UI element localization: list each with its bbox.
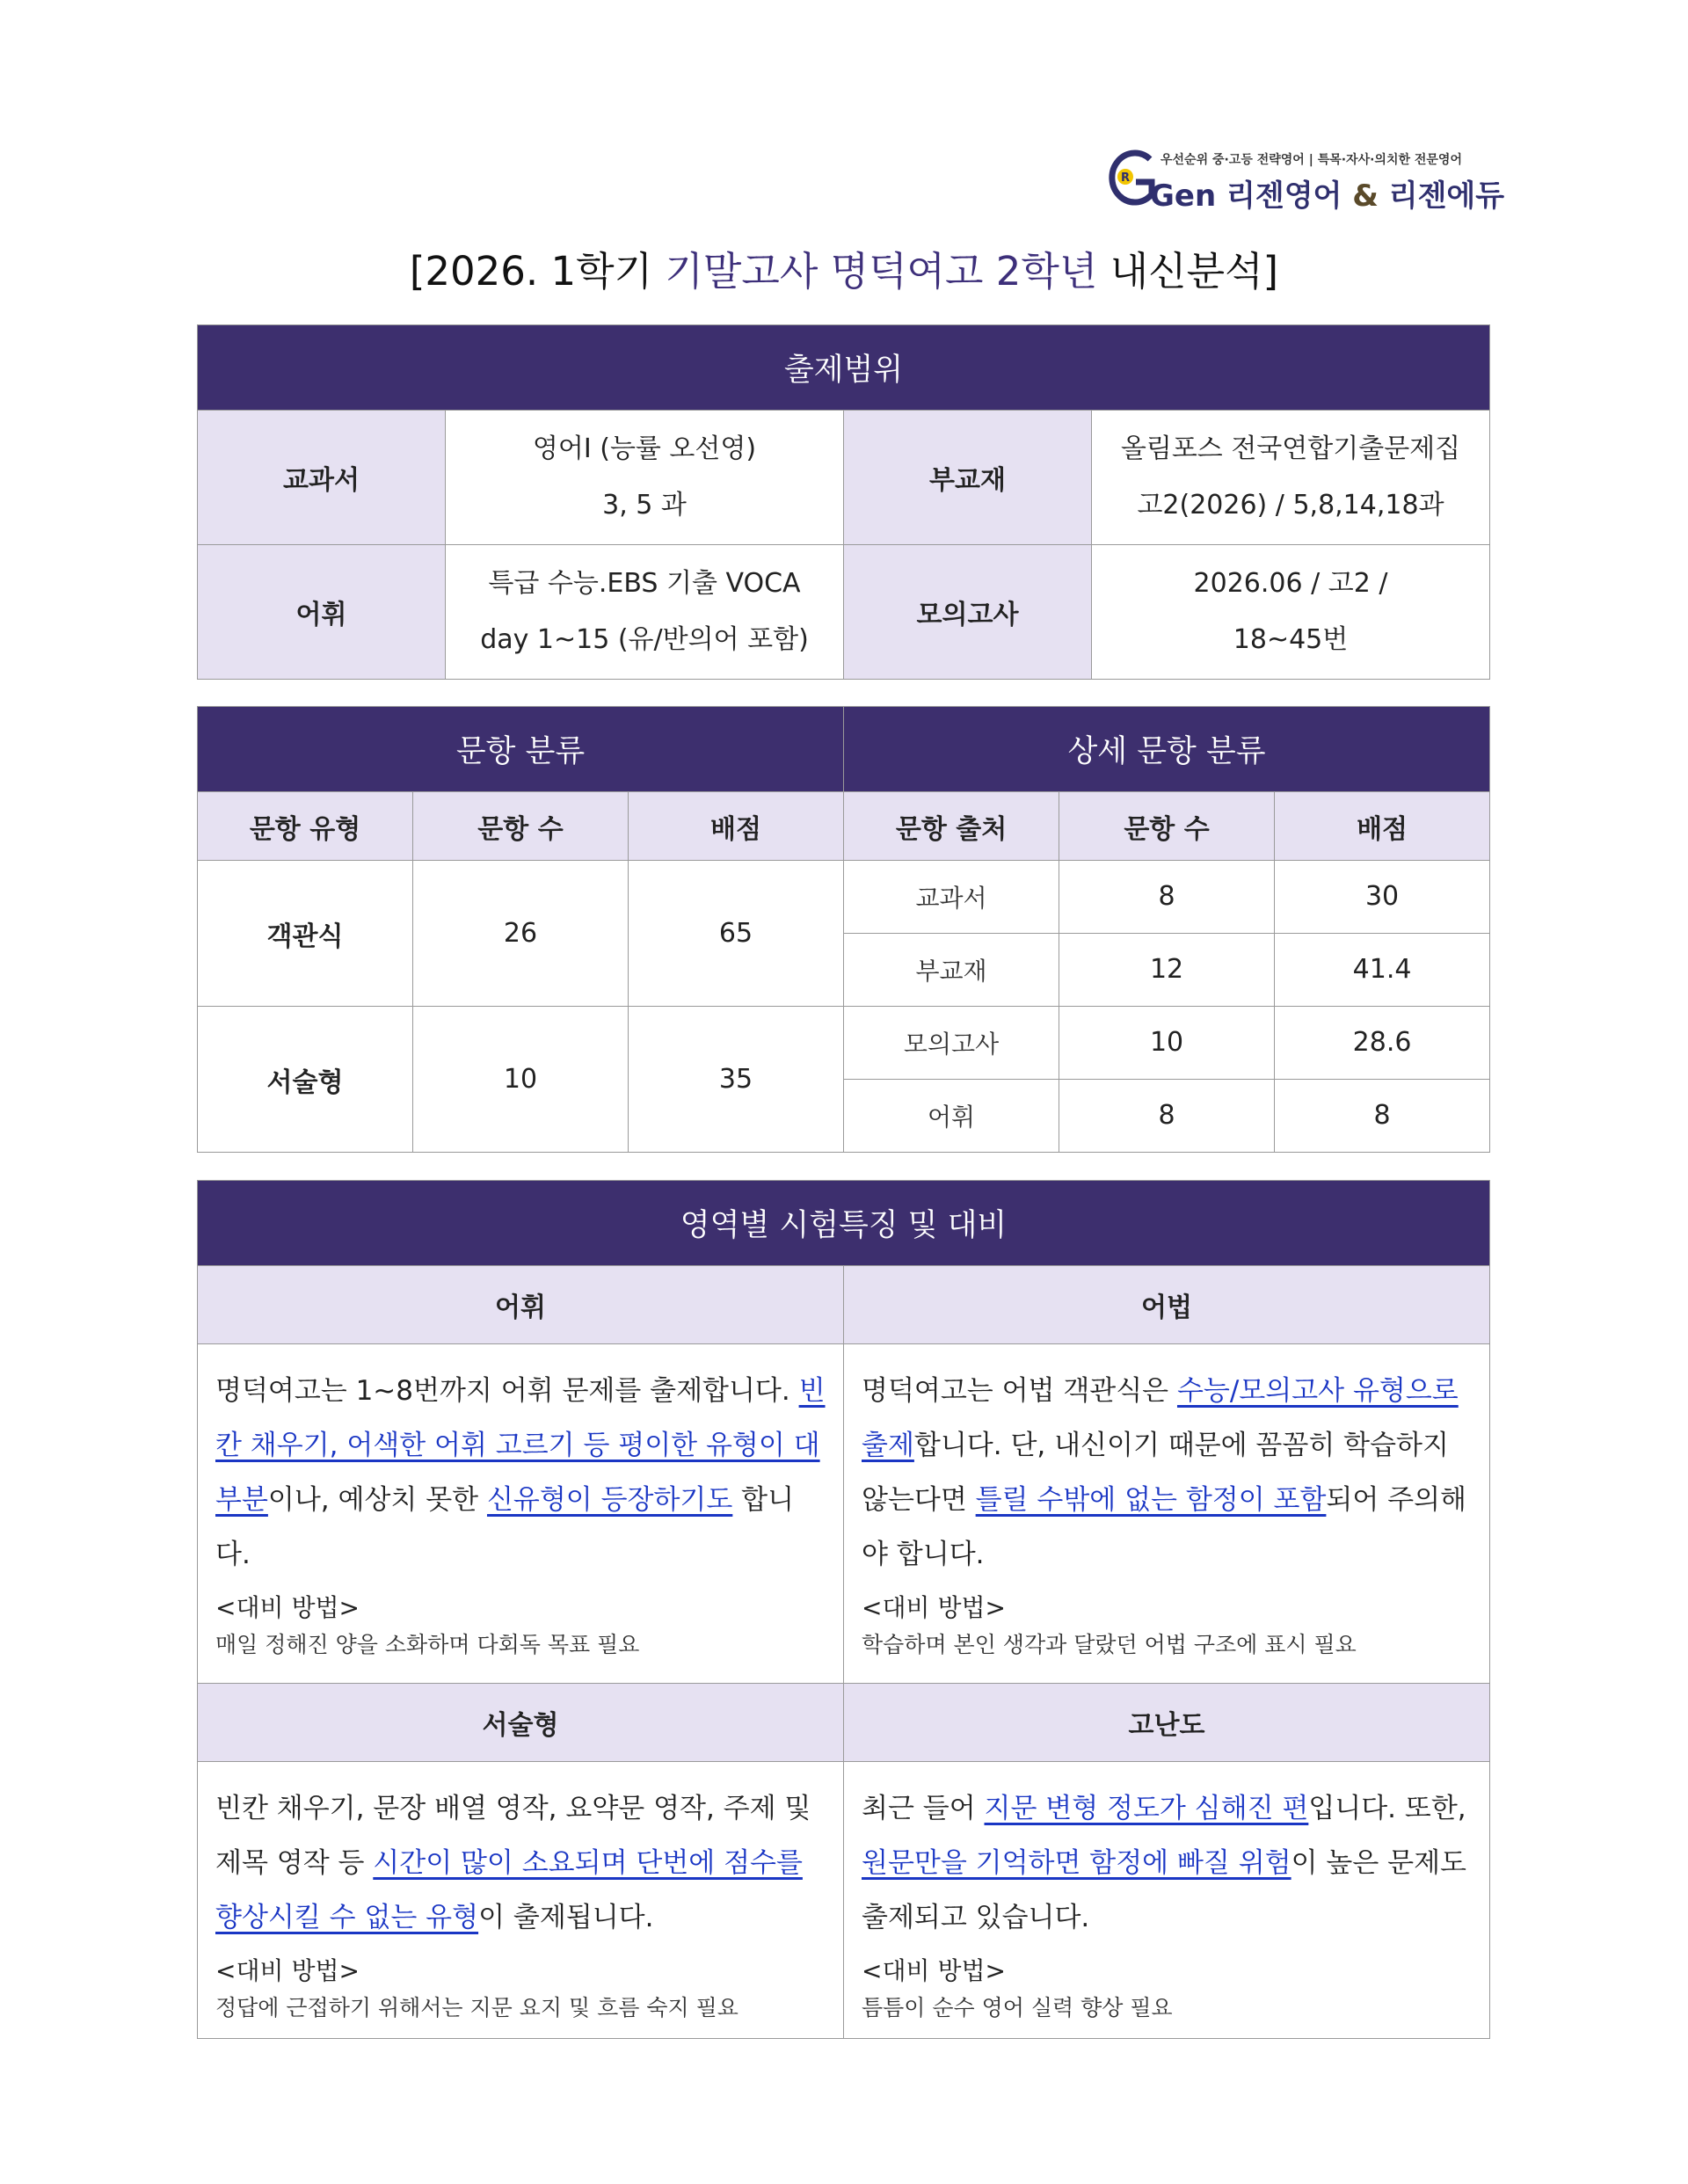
scope-label: 교과서 bbox=[198, 411, 446, 545]
features-header: 영역별 시험특징 및 대비 bbox=[198, 1181, 1490, 1266]
source-score: 41.4 bbox=[1275, 934, 1490, 1007]
prep-note: 정답에 근접하기 위해서는 지문 요지 및 흐름 숙지 필요 bbox=[215, 1995, 738, 2020]
source-cell: 어휘 bbox=[844, 1080, 1059, 1153]
source-score: 28.6 bbox=[1275, 1007, 1490, 1080]
scope-header: 출제범위 bbox=[198, 325, 1490, 411]
scope-value: 2026.06 / 고2 / 18~45번 bbox=[1092, 545, 1490, 680]
scope-table bbox=[197, 324, 1490, 680]
column-header: 문항 출처 bbox=[844, 792, 1059, 861]
brand-logo bbox=[1115, 145, 1505, 215]
feature-title-grammar: 어법 bbox=[844, 1266, 1490, 1344]
prep-note: 매일 정해진 양을 소화하며 다회독 목표 필요 bbox=[215, 1632, 640, 1657]
classification-header-left: 문항 분류 bbox=[198, 707, 844, 792]
source-count: 10 bbox=[1059, 1007, 1275, 1080]
scope-label: 어휘 bbox=[198, 545, 446, 680]
scope-value: 특급 수능.EBS 기출 VOCA day 1~15 (유/반의어 포함) bbox=[446, 545, 844, 680]
feature-title-vocab: 어휘 bbox=[198, 1266, 844, 1344]
source-count: 8 bbox=[1059, 861, 1275, 934]
column-header: 문항 수 bbox=[413, 792, 629, 861]
column-header: 문항 수 bbox=[1059, 792, 1275, 861]
prep-label: <대비 방법> bbox=[215, 1593, 360, 1622]
features-table bbox=[197, 1180, 1490, 2039]
prep-label: <대비 방법> bbox=[862, 1956, 1007, 1985]
source-cell: 부교재 bbox=[844, 934, 1059, 1007]
source-score: 8 bbox=[1275, 1080, 1490, 1153]
page-title: [2026. 1학기 기말고사 명덕여고 2학년 내신분석] bbox=[409, 248, 1279, 295]
column-header: 문항 유형 bbox=[198, 792, 413, 861]
type-cell: 객관식 bbox=[198, 861, 413, 1007]
classification-header-right: 상세 문항 분류 bbox=[844, 707, 1490, 792]
prep-note: 틈틈이 순수 영어 실력 향상 필요 bbox=[862, 1995, 1173, 2020]
logo-brand: Gen 리젠영어 & 리젠에듀 bbox=[1150, 178, 1505, 214]
feature-grammar-body: 명덕여고는 어법 객관식은 수능/모의고사 유형으로 출제합니다. 단, 내신이기 때문에 꼼꼼히 학습하지 않는다면 틀릴 수밖에 없는 함정이 포함되어 주의해야 합니다. <대비 방법> 학습하며 본인 생각과 달랐던 어법 구조에 표시 필요 bbox=[844, 1344, 1490, 1684]
scope-label: 모의고사 bbox=[844, 545, 1092, 680]
scope-value: 올림포스 전국연합기출문제집 고2(2026) / 5,8,14,18과 bbox=[1092, 411, 1490, 545]
type-score: 65 bbox=[629, 861, 844, 1007]
column-header: 배점 bbox=[1275, 792, 1490, 861]
svg-text:R: R bbox=[1121, 171, 1131, 185]
source-count: 8 bbox=[1059, 1080, 1275, 1153]
feature-difficulty-body: 최근 들어 지문 변형 정도가 심해진 편입니다. 또한, 원문만을 기억하면 함정에 빠질 위험이 높은 문제도 출제되고 있습니다. <대비 방법> 틈틈이 순수 영어 실력 향상 필요 bbox=[844, 1762, 1490, 2039]
type-cell: 서술형 bbox=[198, 1007, 413, 1153]
feature-title-difficulty: 고난도 bbox=[844, 1684, 1490, 1762]
feature-essay-body: 빈칸 채우기, 문장 배열 영작, 요약문 영작, 주제 및 제목 영작 등 시간이 많이 소요되며 단번에 점수를 향상시킬 수 없는 유형이 출제됩니다. <대비 방법> 정답에 근접하기 위해서는 지문 요지 및 흐름 숙지 필요 bbox=[198, 1762, 844, 2039]
prep-label: <대비 방법> bbox=[215, 1956, 360, 1985]
type-score: 35 bbox=[629, 1007, 844, 1153]
logo-tagline: 우선순위 중·고등 전략영어 | 특목·자사·의치한 전문영어 bbox=[1160, 153, 1462, 167]
scope-label: 부교재 bbox=[844, 411, 1092, 545]
classification-table bbox=[197, 706, 1490, 1153]
feature-vocab-body: 명덕여고는 1~8번까지 어휘 문제를 출제합니다. 빈칸 채우기, 어색한 어휘 고르기 등 평이한 유형이 대부분이나, 예상치 못한 신유형이 등장하기도 합니다. <대비 방법> 매일 정해진 양을 소화하며 다회독 목표 필요 bbox=[198, 1344, 844, 1684]
scope-value: 영어I (능률 오선영) 3, 5 과 bbox=[446, 411, 844, 545]
feature-title-essay: 서술형 bbox=[198, 1684, 844, 1762]
column-header: 배점 bbox=[629, 792, 844, 861]
type-count: 10 bbox=[413, 1007, 629, 1153]
prep-label: <대비 방법> bbox=[862, 1593, 1007, 1622]
source-count: 12 bbox=[1059, 934, 1275, 1007]
prep-note: 학습하며 본인 생각과 달랐던 어법 구조에 표시 필요 bbox=[862, 1632, 1357, 1657]
source-score: 30 bbox=[1275, 861, 1490, 934]
source-cell: 모의고사 bbox=[844, 1007, 1059, 1080]
type-count: 26 bbox=[413, 861, 629, 1007]
source-cell: 교과서 bbox=[844, 861, 1059, 934]
